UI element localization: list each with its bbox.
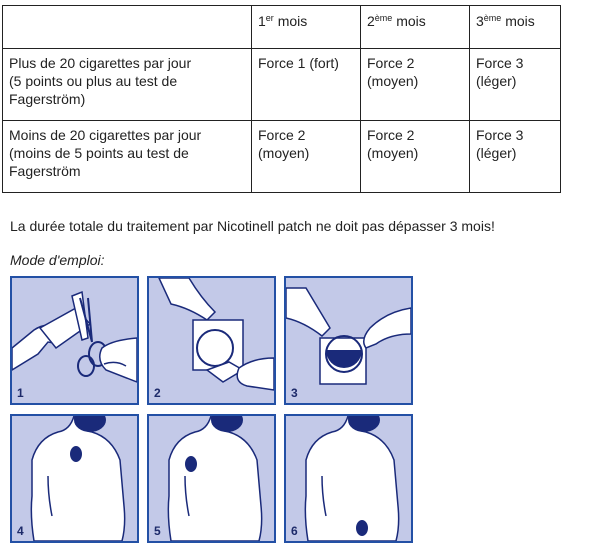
step-5-illustration: [147, 414, 276, 543]
header-month-2: 2ème mois: [361, 6, 470, 49]
step-number: 4: [17, 524, 24, 538]
dosage-table: [2, 5, 561, 193]
header-month-3: 3ème mois: [470, 6, 561, 49]
row-label: Plus de 20 cigarettes par jour (5 points ou plus au test de Fagerström): [3, 49, 252, 121]
peel-liner-icon: [149, 278, 274, 403]
cell-month-3: Force 3 (léger): [470, 121, 561, 193]
header-empty-cell: [3, 6, 252, 49]
step-number: 2: [154, 386, 161, 400]
instructions-heading: Mode d'emploi:: [10, 252, 105, 268]
header-month-1: 1er mois: [252, 6, 361, 49]
step-number: 5: [154, 524, 161, 538]
cell-month-1: Force 2 (moyen): [252, 121, 361, 193]
treatment-duration-note: La durée totale du traitement par Nicotinell patch ne doit pas dépasser 3 mois!: [10, 218, 495, 234]
step-number: 3: [291, 386, 298, 400]
step-6-illustration: [284, 414, 413, 543]
cut-sachet-icon: [12, 278, 137, 403]
cell-month-2: Force 2 (moyen): [361, 121, 470, 193]
step-3-illustration: [284, 276, 413, 405]
step-1-illustration: [10, 276, 139, 405]
cell-month-1: Force 1 (fort): [252, 49, 361, 121]
remove-liner-icon: [286, 278, 411, 403]
table-row: [3, 49, 561, 121]
step-number: 1: [17, 386, 24, 400]
table-header-row: [3, 6, 561, 49]
cell-month-3: Force 3 (léger): [470, 49, 561, 121]
step-2-illustration: [147, 276, 276, 405]
cell-month-2: Force 2 (moyen): [361, 49, 470, 121]
body-side-icon: [149, 416, 274, 541]
step-number: 6: [291, 524, 298, 538]
body-hip-icon: [286, 416, 411, 541]
table-row: [3, 121, 561, 193]
row-label: Moins de 20 cigarettes par jour (moins de 5 points au test de Fagerström: [3, 121, 252, 193]
step-4-illustration: [10, 414, 139, 543]
body-upper-arm-icon: [12, 416, 137, 541]
